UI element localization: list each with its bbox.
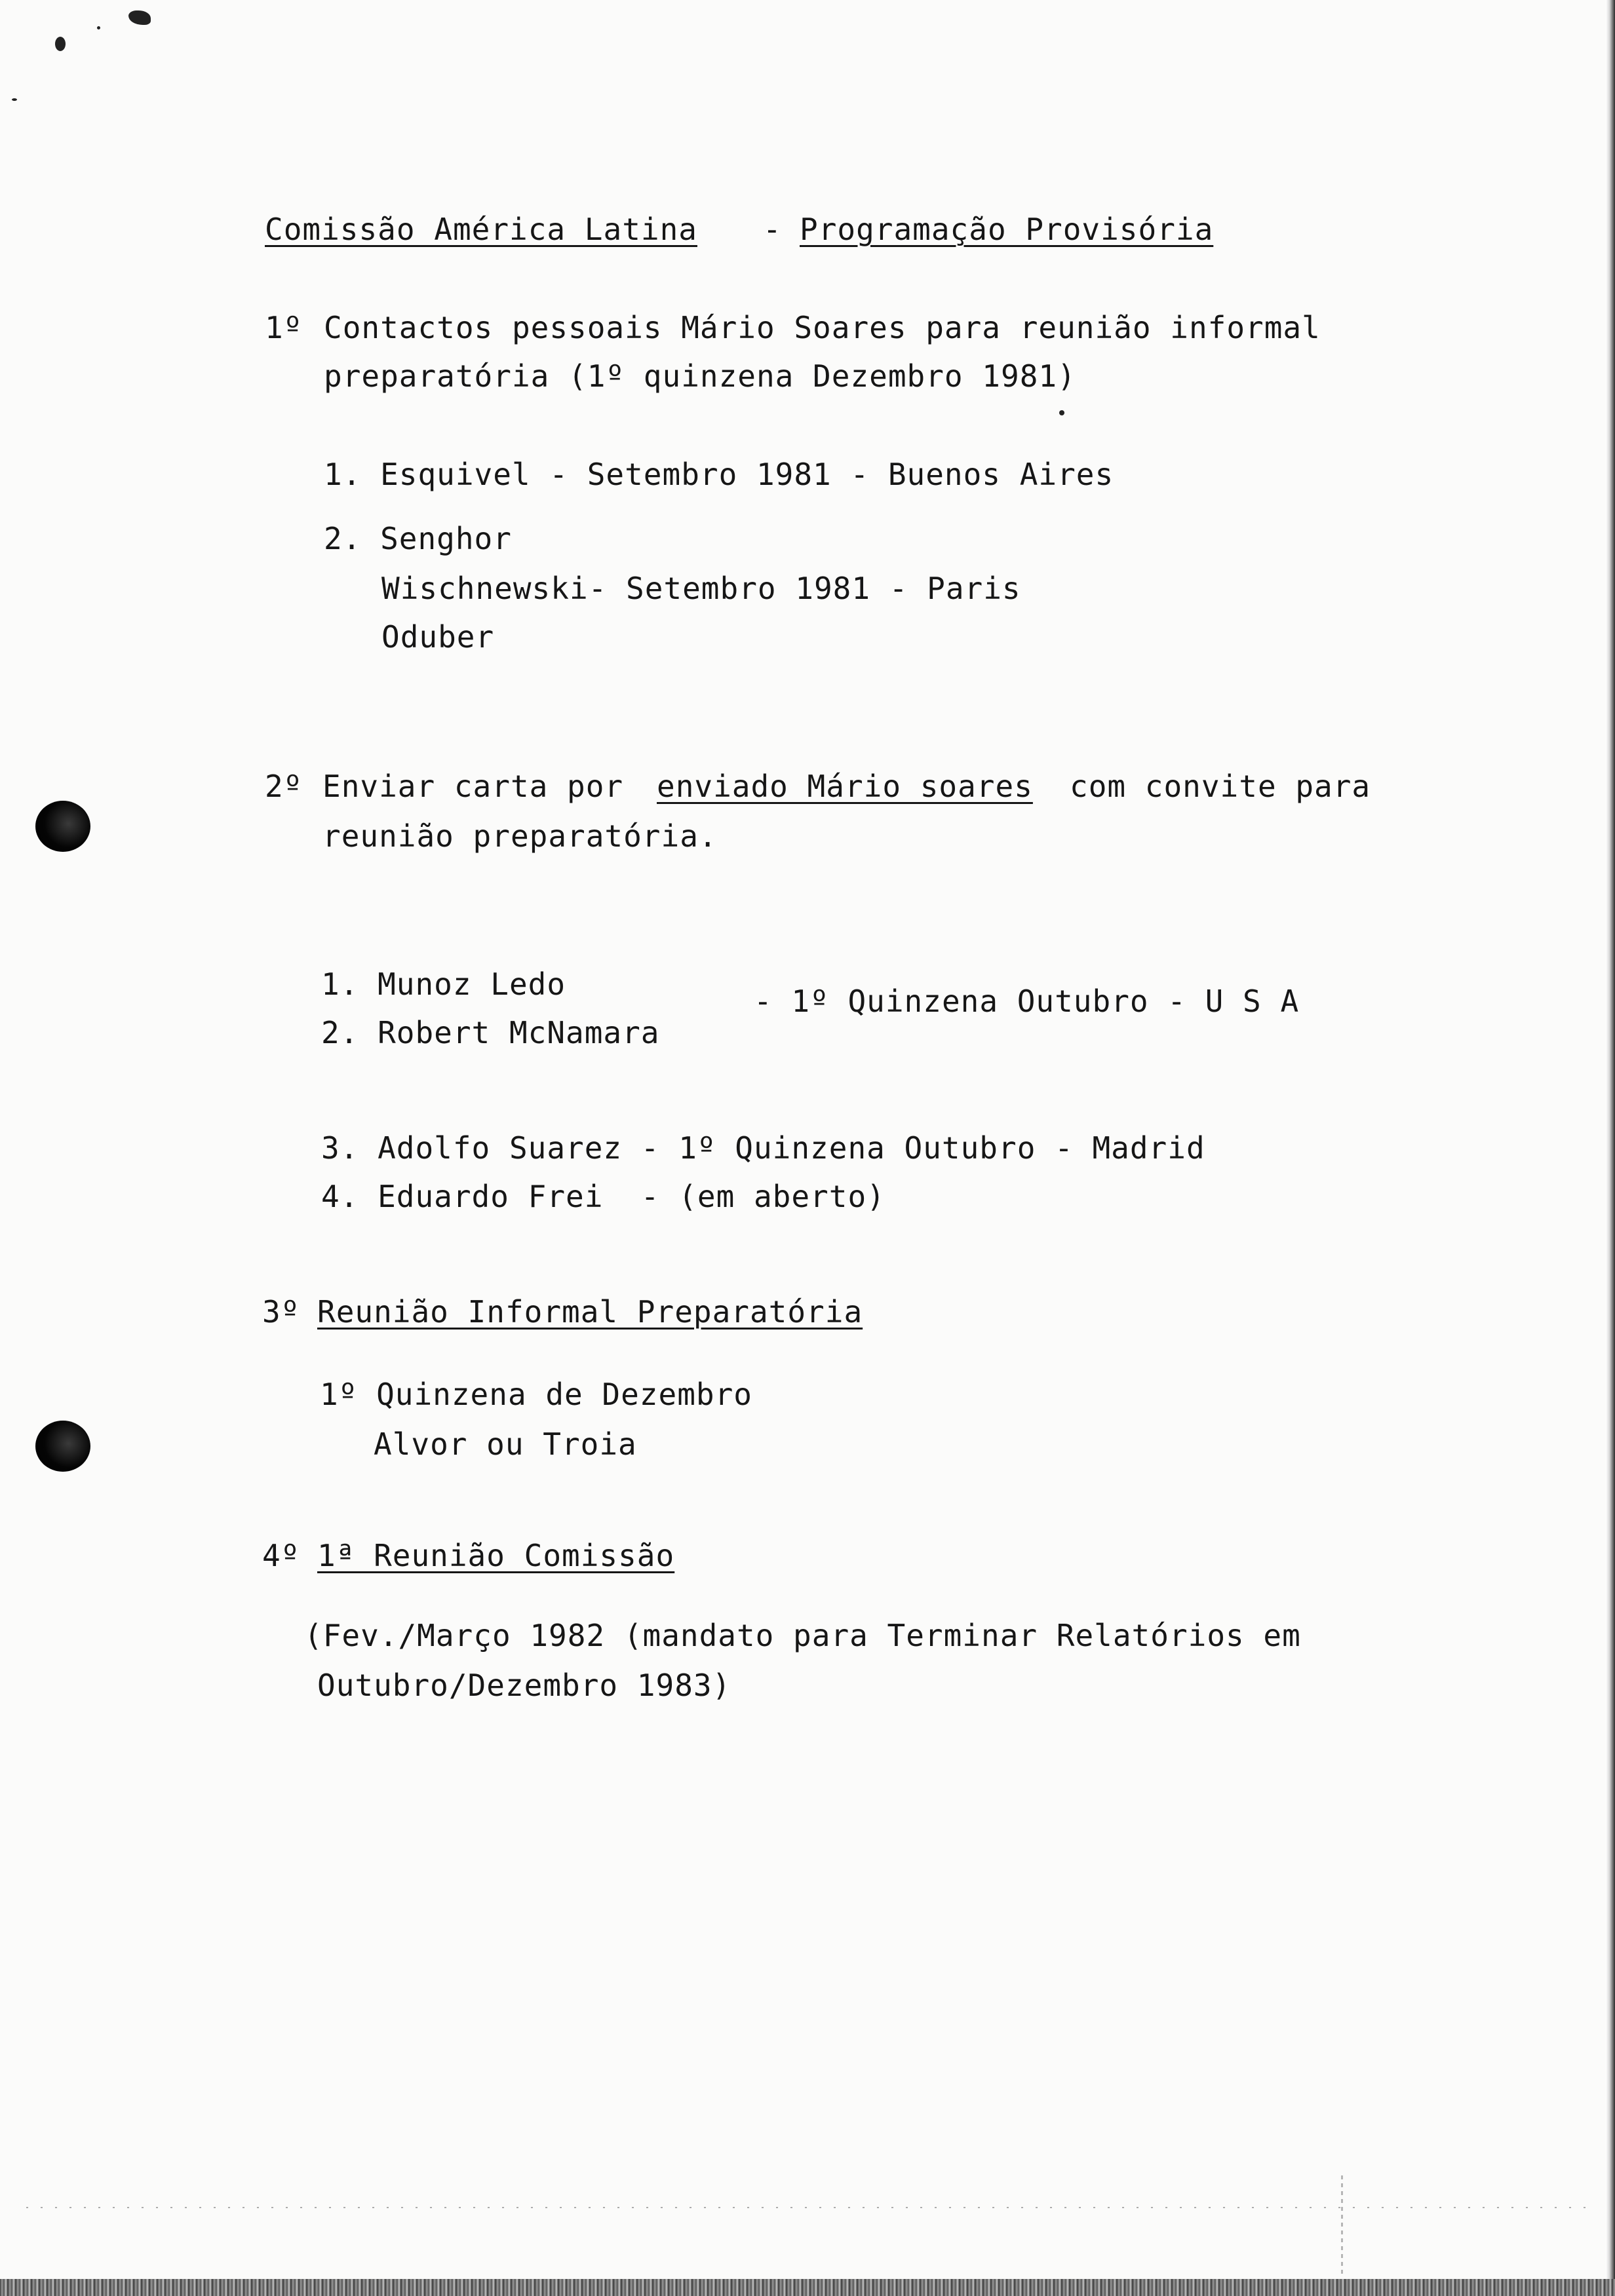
item2-number: 2º [265, 769, 303, 804]
item4-line2: Outubro/Dezembro 1983) [317, 1668, 731, 1703]
item3-number: 3º [262, 1294, 300, 1330]
item3-title: Reunião Informal Preparatória [317, 1294, 863, 1330]
item2-line1-underlined: enviado Mário soares [657, 769, 1033, 804]
ink-mark [128, 10, 151, 25]
item1-entry: 2. Senghor [324, 521, 512, 556]
item2-line1-post: com convite para [1070, 769, 1371, 804]
punch-hole-bottom [35, 1421, 90, 1472]
item2-line1-pre: Enviar carta por [322, 769, 624, 804]
ink-mark [12, 98, 17, 101]
scan-artifact-line [1341, 2175, 1343, 2274]
item2-entry: 2. Robert McNamara [321, 1015, 660, 1050]
item4-title: 1ª Reunião Comissão [317, 1538, 675, 1573]
header-separator: - [763, 212, 782, 247]
item3-line1: 1º Quinzena de Dezembro [320, 1377, 752, 1412]
item1-entry: 1. Esquivel - Setembro 1981 - Buenos Aires [324, 457, 1114, 492]
item4-line1: (Fev./Março 1982 (mandato para Terminar Relatórios em [304, 1618, 1301, 1653]
item1-line2: preparatória (1º quinzena Dezembro 1981) [324, 358, 1076, 394]
header-left: Comissão América Latina [265, 212, 697, 247]
header-right: Programação Provisória [800, 212, 1214, 247]
ink-mark [55, 37, 66, 51]
item2-entry: 3. Adolfo Suarez - 1º Quinzena Outubro - Madrid [321, 1130, 1205, 1166]
punch-hole-top [35, 801, 90, 852]
item1-entry: Wischnewski- Setembro 1981 - Paris [381, 571, 1021, 606]
ink-mark [97, 26, 100, 29]
item3-line2: Alvor ou Troia [374, 1426, 637, 1462]
item1-line1: Contactos pessoais Mário Soares para reunião informal [324, 310, 1321, 345]
item4-number: 4º [262, 1538, 300, 1573]
item1-number: 1º [265, 310, 303, 345]
scan-edge [0, 2279, 1615, 2296]
item1-entry: Oduber [381, 619, 495, 655]
item2-group-note: - 1º Quinzena Outubro - U S A [754, 984, 1300, 1019]
scan-edge [1606, 0, 1615, 2296]
ink-mark [1059, 410, 1064, 415]
item2-entry: 1. Munoz Ledo [321, 966, 566, 1002]
item2-line2: reunião preparatória. [322, 818, 718, 854]
scan-artifact-line [26, 2207, 1586, 2208]
item2-entry: 4. Eduardo Frei - (em aberto) [321, 1179, 885, 1214]
